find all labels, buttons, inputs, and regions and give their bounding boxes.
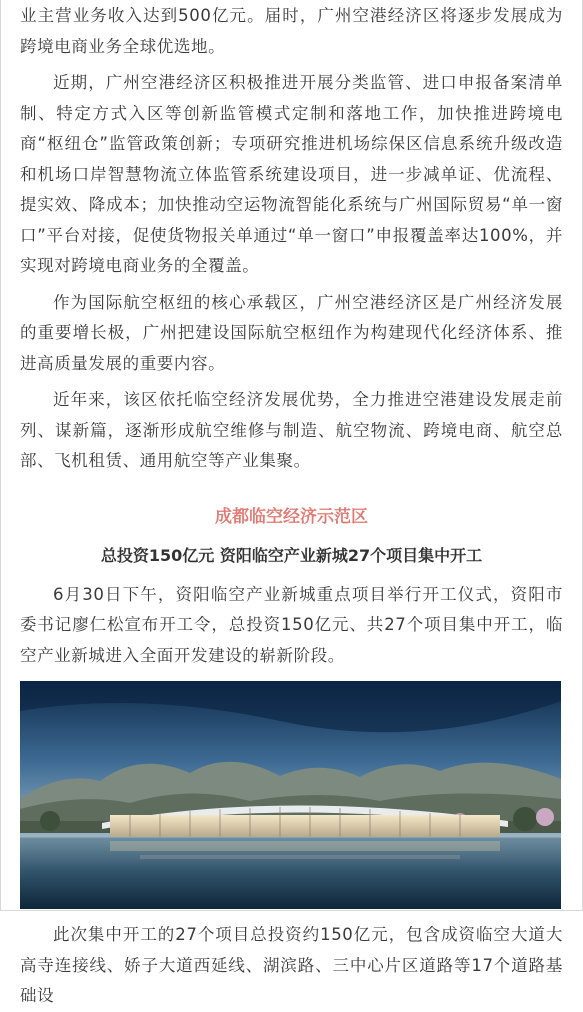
article-paragraph: 作为国际航空枢纽的核心承载区，广州空港经济区是广州经济发展的重要增长极，广州把建设国际航空枢纽作为构建现代化经济体系、推进高质量发展的重要内容。 (20, 292, 563, 373)
article-paragraph: 6月30日下午，资阳临空产业新城重点项目举行开工仪式，资阳市委书记廖仁松宣布开工令，总投资150亿元、共27个项目集中开工，临空产业新城进入全面开发建设的崭新阶段。 (20, 584, 563, 665)
article-subtitle: 总投资150亿元 资阳临空产业新城27个项目集中开工 (100, 545, 483, 565)
article-paragraph: 近年来，该区依托临空经济发展优势，全力推进空港建设发展走前列、谋新篇，逐渐形成航空维修与制造、航空物流、跨境电商、航空总部、飞机租赁、通用航空等产业集聚。 (20, 390, 563, 470)
article-body (20, 0, 563, 1012)
article-paragraph: 业主营业务收入达到500亿元。届时，广州空港经济区将逐步发展成为跨境电商业务全球优选地。 (20, 6, 563, 56)
article-paragraph: 近期，广州空港经济区积极推进开展分类监管、进口申报备案清单制、特定方式入区等创新监管模式定制和落地工作，加快推进跨境电商“枢纽仓”监管政策创新；专项研究推进机场综保区信息系统升级改造和机场口岸智慧物流立体监管系统建设项目，进一步减单证、优流程、提实效、降成本；加快推动空运物流智能化系统与广州国际贸易“单一窗口”平台对接，促使货物报关单通过“单一窗口”申报覆盖率达100%，并实现对跨境电商业务的全覆盖。 (20, 73, 563, 275)
airport-terminal-rendering (20, 681, 561, 909)
article-paragraph: 此次集中开工的27个项目总投资约150亿元，包含成资临空大道大高寺连接线、娇子大道西延线、湖滨路、三中心片区道路等17个道路基础设 (20, 925, 563, 1005)
section-title: 成都临空经济示范区 (215, 506, 368, 527)
